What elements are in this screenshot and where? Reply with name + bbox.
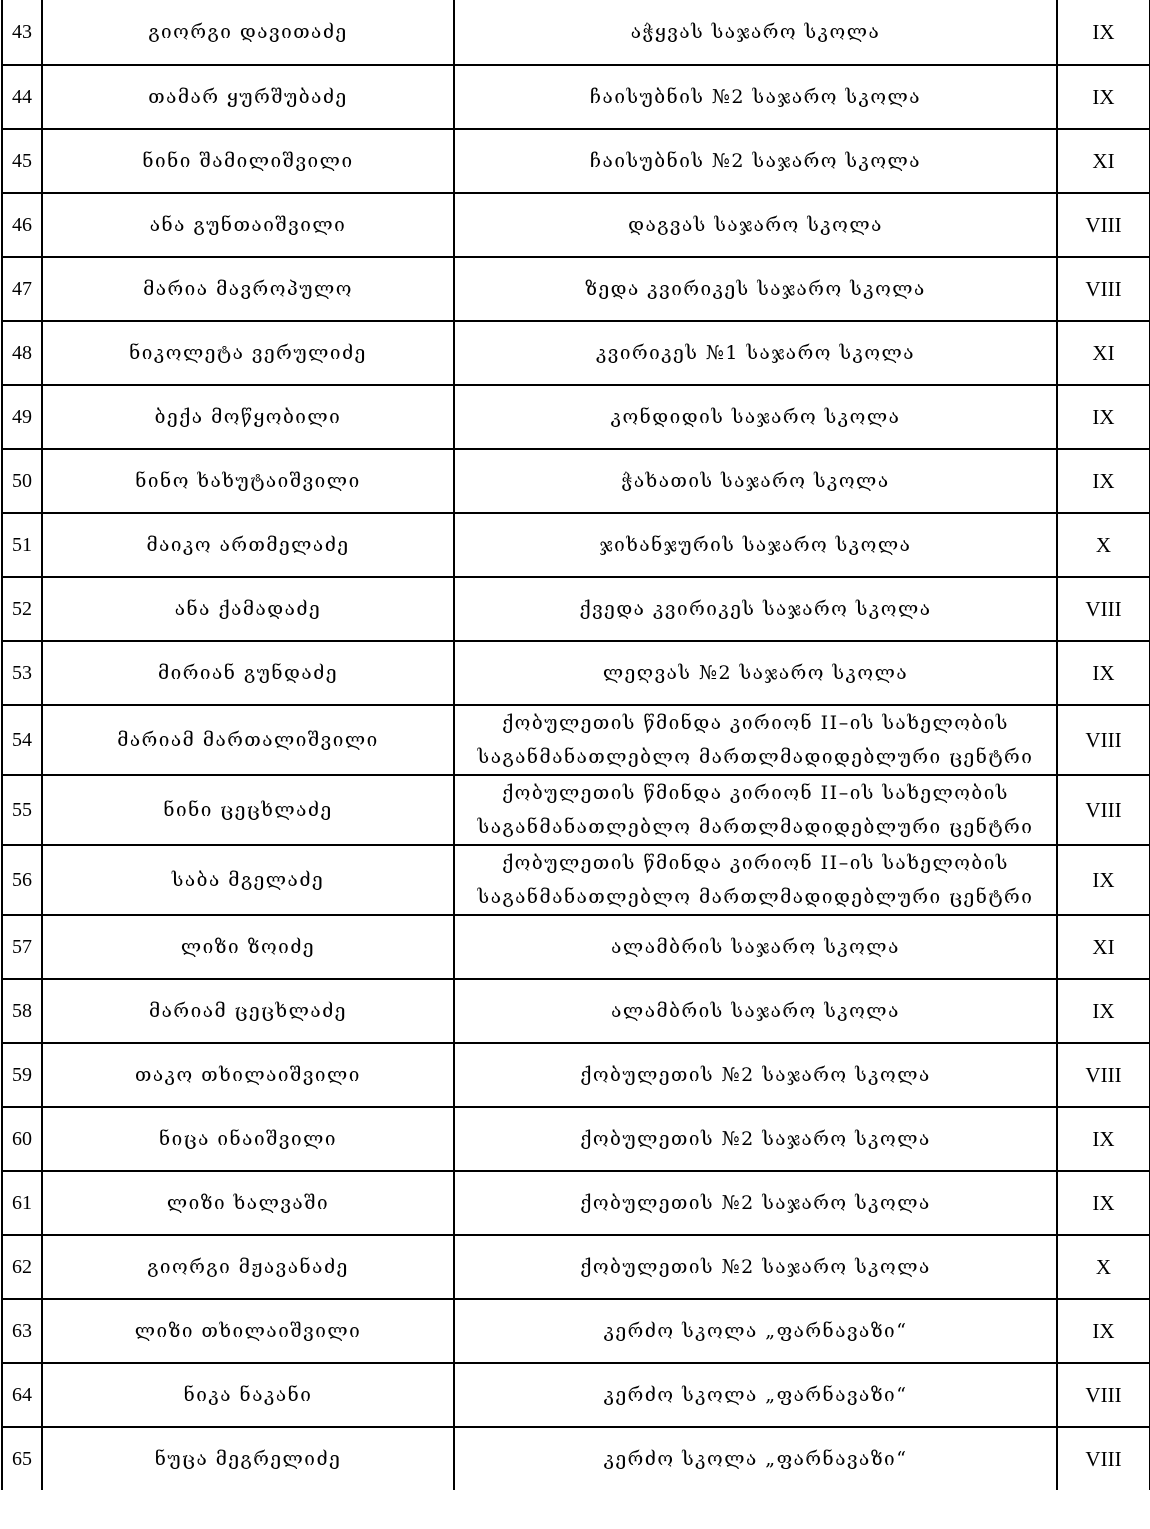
row-number: 54: [2, 705, 42, 775]
row-number: 60: [2, 1107, 42, 1171]
row-number: 55: [2, 775, 42, 845]
table-row: [2, 1107, 1150, 1171]
school-cell: [454, 705, 1057, 775]
school-name-line: ზედა კვირიკეს საჯარო სკოლა: [585, 278, 926, 300]
participants-table: [1, 0, 1150, 1490]
school-name-line: ქობულეთის წმინდა კირიონ II–ის სახელობის: [502, 712, 1009, 734]
school-name-line: საგანმანათლებლო მართლმადიდებლური ცენტრი: [477, 746, 1034, 768]
school-cell: [454, 775, 1057, 845]
participant-name: ნიცა ინაიშვილი: [42, 1107, 454, 1171]
row-number: 47: [2, 257, 42, 321]
school-name-line: ჩაისუბნის №2 საჯარო სკოლა: [589, 150, 922, 172]
table-row: [2, 321, 1150, 385]
table-row: [2, 1427, 1150, 1490]
table-row: [2, 1235, 1150, 1299]
school-name-line: კონდიდის საჯარო სკოლა: [610, 406, 901, 428]
school-cell: [454, 1107, 1057, 1171]
school-cell: [454, 577, 1057, 641]
table-row: [2, 65, 1150, 129]
grade-cell: XI: [1057, 915, 1150, 979]
table-row: [2, 1363, 1150, 1427]
school-cell: [454, 193, 1057, 257]
school-cell: [454, 1427, 1057, 1490]
table-row: [2, 775, 1150, 845]
participant-name: ნინი ცეცხლაძე: [42, 775, 454, 845]
grade-cell: IX: [1057, 1299, 1150, 1363]
row-number: 57: [2, 915, 42, 979]
grade-cell: VIII: [1057, 1427, 1150, 1490]
row-number: 61: [2, 1171, 42, 1235]
school-name-line: ლეღვას №2 საჯარო სკოლა: [602, 662, 909, 684]
school-name-line: ჩაისუბნის №2 საჯარო სკოლა: [589, 86, 922, 108]
grade-cell: IX: [1057, 0, 1150, 65]
table-row: [2, 577, 1150, 641]
school-name-line: საგანმანათლებლო მართლმადიდებლური ცენტრი: [477, 816, 1034, 838]
participant-name: გიორგი დავითაძე: [42, 0, 454, 65]
school-name-line: დაგვას საჯარო სკოლა: [628, 214, 883, 236]
school-cell: [454, 979, 1057, 1043]
participant-name: ნინო ხახუტაიშვილი: [42, 449, 454, 513]
participant-name: ლიზი თხილაიშვილი: [42, 1299, 454, 1363]
school-cell: [454, 513, 1057, 577]
school-name-line: ქობულეთის წმინდა კირიონ II–ის სახელობის: [502, 782, 1009, 804]
participant-name: ანა ქამადაძე: [42, 577, 454, 641]
grade-cell: IX: [1057, 385, 1150, 449]
participant-name: თამარ ყურშუბაძე: [42, 65, 454, 129]
grade-cell: X: [1057, 1235, 1150, 1299]
participant-name: გიორგი მჟავანაძე: [42, 1235, 454, 1299]
table-row: [2, 979, 1150, 1043]
school-name-line: ქობულეთის №2 საჯარო სკოლა: [580, 1256, 931, 1278]
table-row: [2, 845, 1150, 915]
table-row: [2, 129, 1150, 193]
grade-cell: IX: [1057, 449, 1150, 513]
participant-name: მარია მავროპულო: [42, 257, 454, 321]
row-number: 65: [2, 1427, 42, 1490]
row-number: 63: [2, 1299, 42, 1363]
participant-name: ლიზი ხალვაში: [42, 1171, 454, 1235]
school-name-line: ჯიხანჯურის საჯარო სკოლა: [599, 534, 912, 556]
participant-name: ნიკა ნაკანი: [42, 1363, 454, 1427]
school-cell: [454, 1235, 1057, 1299]
school-name-line: ქობულეთის №2 საჯარო სკოლა: [580, 1064, 931, 1086]
row-number: 45: [2, 129, 42, 193]
row-number: 49: [2, 385, 42, 449]
school-cell: [454, 385, 1057, 449]
row-number: 58: [2, 979, 42, 1043]
school-name-line: ქობულეთის №2 საჯარო სკოლა: [580, 1128, 931, 1150]
row-number: 51: [2, 513, 42, 577]
school-name-line: კერძო სკოლა „ფარნავაზი“: [603, 1384, 908, 1406]
row-number: 48: [2, 321, 42, 385]
table-row: [2, 641, 1150, 705]
participant-name: ლიზი ზოიძე: [42, 915, 454, 979]
grade-cell: VIII: [1057, 257, 1150, 321]
school-cell: [454, 845, 1057, 915]
school-name-line: ქვედა კვირიკეს საჯარო სკოლა: [579, 598, 932, 620]
participant-name: მირიან გუნდაძე: [42, 641, 454, 705]
school-cell: [454, 915, 1057, 979]
participant-name: მაიკო ართმელაძე: [42, 513, 454, 577]
grade-cell: VIII: [1057, 705, 1150, 775]
school-cell: [454, 1299, 1057, 1363]
table-row: [2, 1299, 1150, 1363]
school-cell: [454, 0, 1057, 65]
grade-cell: VIII: [1057, 193, 1150, 257]
participant-name: ნიკოლეტა ვერულიძე: [42, 321, 454, 385]
grade-cell: IX: [1057, 1107, 1150, 1171]
grade-cell: VIII: [1057, 1043, 1150, 1107]
row-number: 56: [2, 845, 42, 915]
school-cell: [454, 129, 1057, 193]
school-cell: [454, 641, 1057, 705]
table-row: [2, 705, 1150, 775]
table-row: [2, 915, 1150, 979]
school-name-line: კერძო სკოლა „ფარნავაზი“: [603, 1448, 908, 1470]
school-cell: [454, 65, 1057, 129]
school-cell: [454, 257, 1057, 321]
school-cell: [454, 1171, 1057, 1235]
school-name-line: ქობულეთის წმინდა კირიონ II–ის სახელობის: [502, 852, 1009, 874]
school-name-line: კერძო სკოლა „ფარნავაზი“: [603, 1320, 908, 1342]
school-cell: [454, 321, 1057, 385]
grade-cell: VIII: [1057, 775, 1150, 845]
participants-table-body: [2, 0, 1150, 1490]
school-cell: [454, 449, 1057, 513]
table-row: [2, 449, 1150, 513]
grade-cell: IX: [1057, 641, 1150, 705]
row-number: 50: [2, 449, 42, 513]
school-name-line: ქობულეთის №2 საჯარო სკოლა: [580, 1192, 931, 1214]
table-row: [2, 257, 1150, 321]
school-name-line: ჭახათის საჯარო სკოლა: [621, 470, 890, 492]
school-name-line: საგანმანათლებლო მართლმადიდებლური ცენტრი: [477, 886, 1034, 908]
grade-cell: IX: [1057, 845, 1150, 915]
grade-cell: X: [1057, 513, 1150, 577]
participant-name: ნინი შამილიშვილი: [42, 129, 454, 193]
grade-cell: IX: [1057, 979, 1150, 1043]
row-number: 62: [2, 1235, 42, 1299]
grade-cell: VIII: [1057, 1363, 1150, 1427]
row-number: 46: [2, 193, 42, 257]
grade-cell: XI: [1057, 129, 1150, 193]
row-number: 43: [2, 0, 42, 65]
table-row: [2, 1171, 1150, 1235]
row-number: 52: [2, 577, 42, 641]
table-row: [2, 1043, 1150, 1107]
table-row: [2, 385, 1150, 449]
participant-name: საბა მგელაძე: [42, 845, 454, 915]
grade-cell: XI: [1057, 321, 1150, 385]
grade-cell: IX: [1057, 65, 1150, 129]
grade-cell: IX: [1057, 1171, 1150, 1235]
participant-name: ბექა მოწყობილი: [42, 385, 454, 449]
participant-name: მარიამ მართალიშვილი: [42, 705, 454, 775]
table-row: [2, 513, 1150, 577]
table-row: [2, 0, 1150, 65]
school-cell: [454, 1363, 1057, 1427]
row-number: 64: [2, 1363, 42, 1427]
school-name-line: ალამბრის საჯარო სკოლა: [611, 1000, 900, 1022]
participant-name: თაკო თხილაიშვილი: [42, 1043, 454, 1107]
school-name-line: კვირიკეს №1 საჯარო სკოლა: [595, 342, 916, 364]
table-row: [2, 193, 1150, 257]
school-cell: [454, 1043, 1057, 1107]
school-name-line: ალამბრის საჯარო სკოლა: [611, 936, 900, 958]
participant-name: მარიამ ცეცხლაძე: [42, 979, 454, 1043]
row-number: 44: [2, 65, 42, 129]
participant-name: ანა გუნთაიშვილი: [42, 193, 454, 257]
participant-name: ნუცა მეგრელიძე: [42, 1427, 454, 1490]
row-number: 53: [2, 641, 42, 705]
grade-cell: VIII: [1057, 577, 1150, 641]
school-name-line: აჭყვას საჯარო სკოლა: [630, 21, 881, 43]
row-number: 59: [2, 1043, 42, 1107]
